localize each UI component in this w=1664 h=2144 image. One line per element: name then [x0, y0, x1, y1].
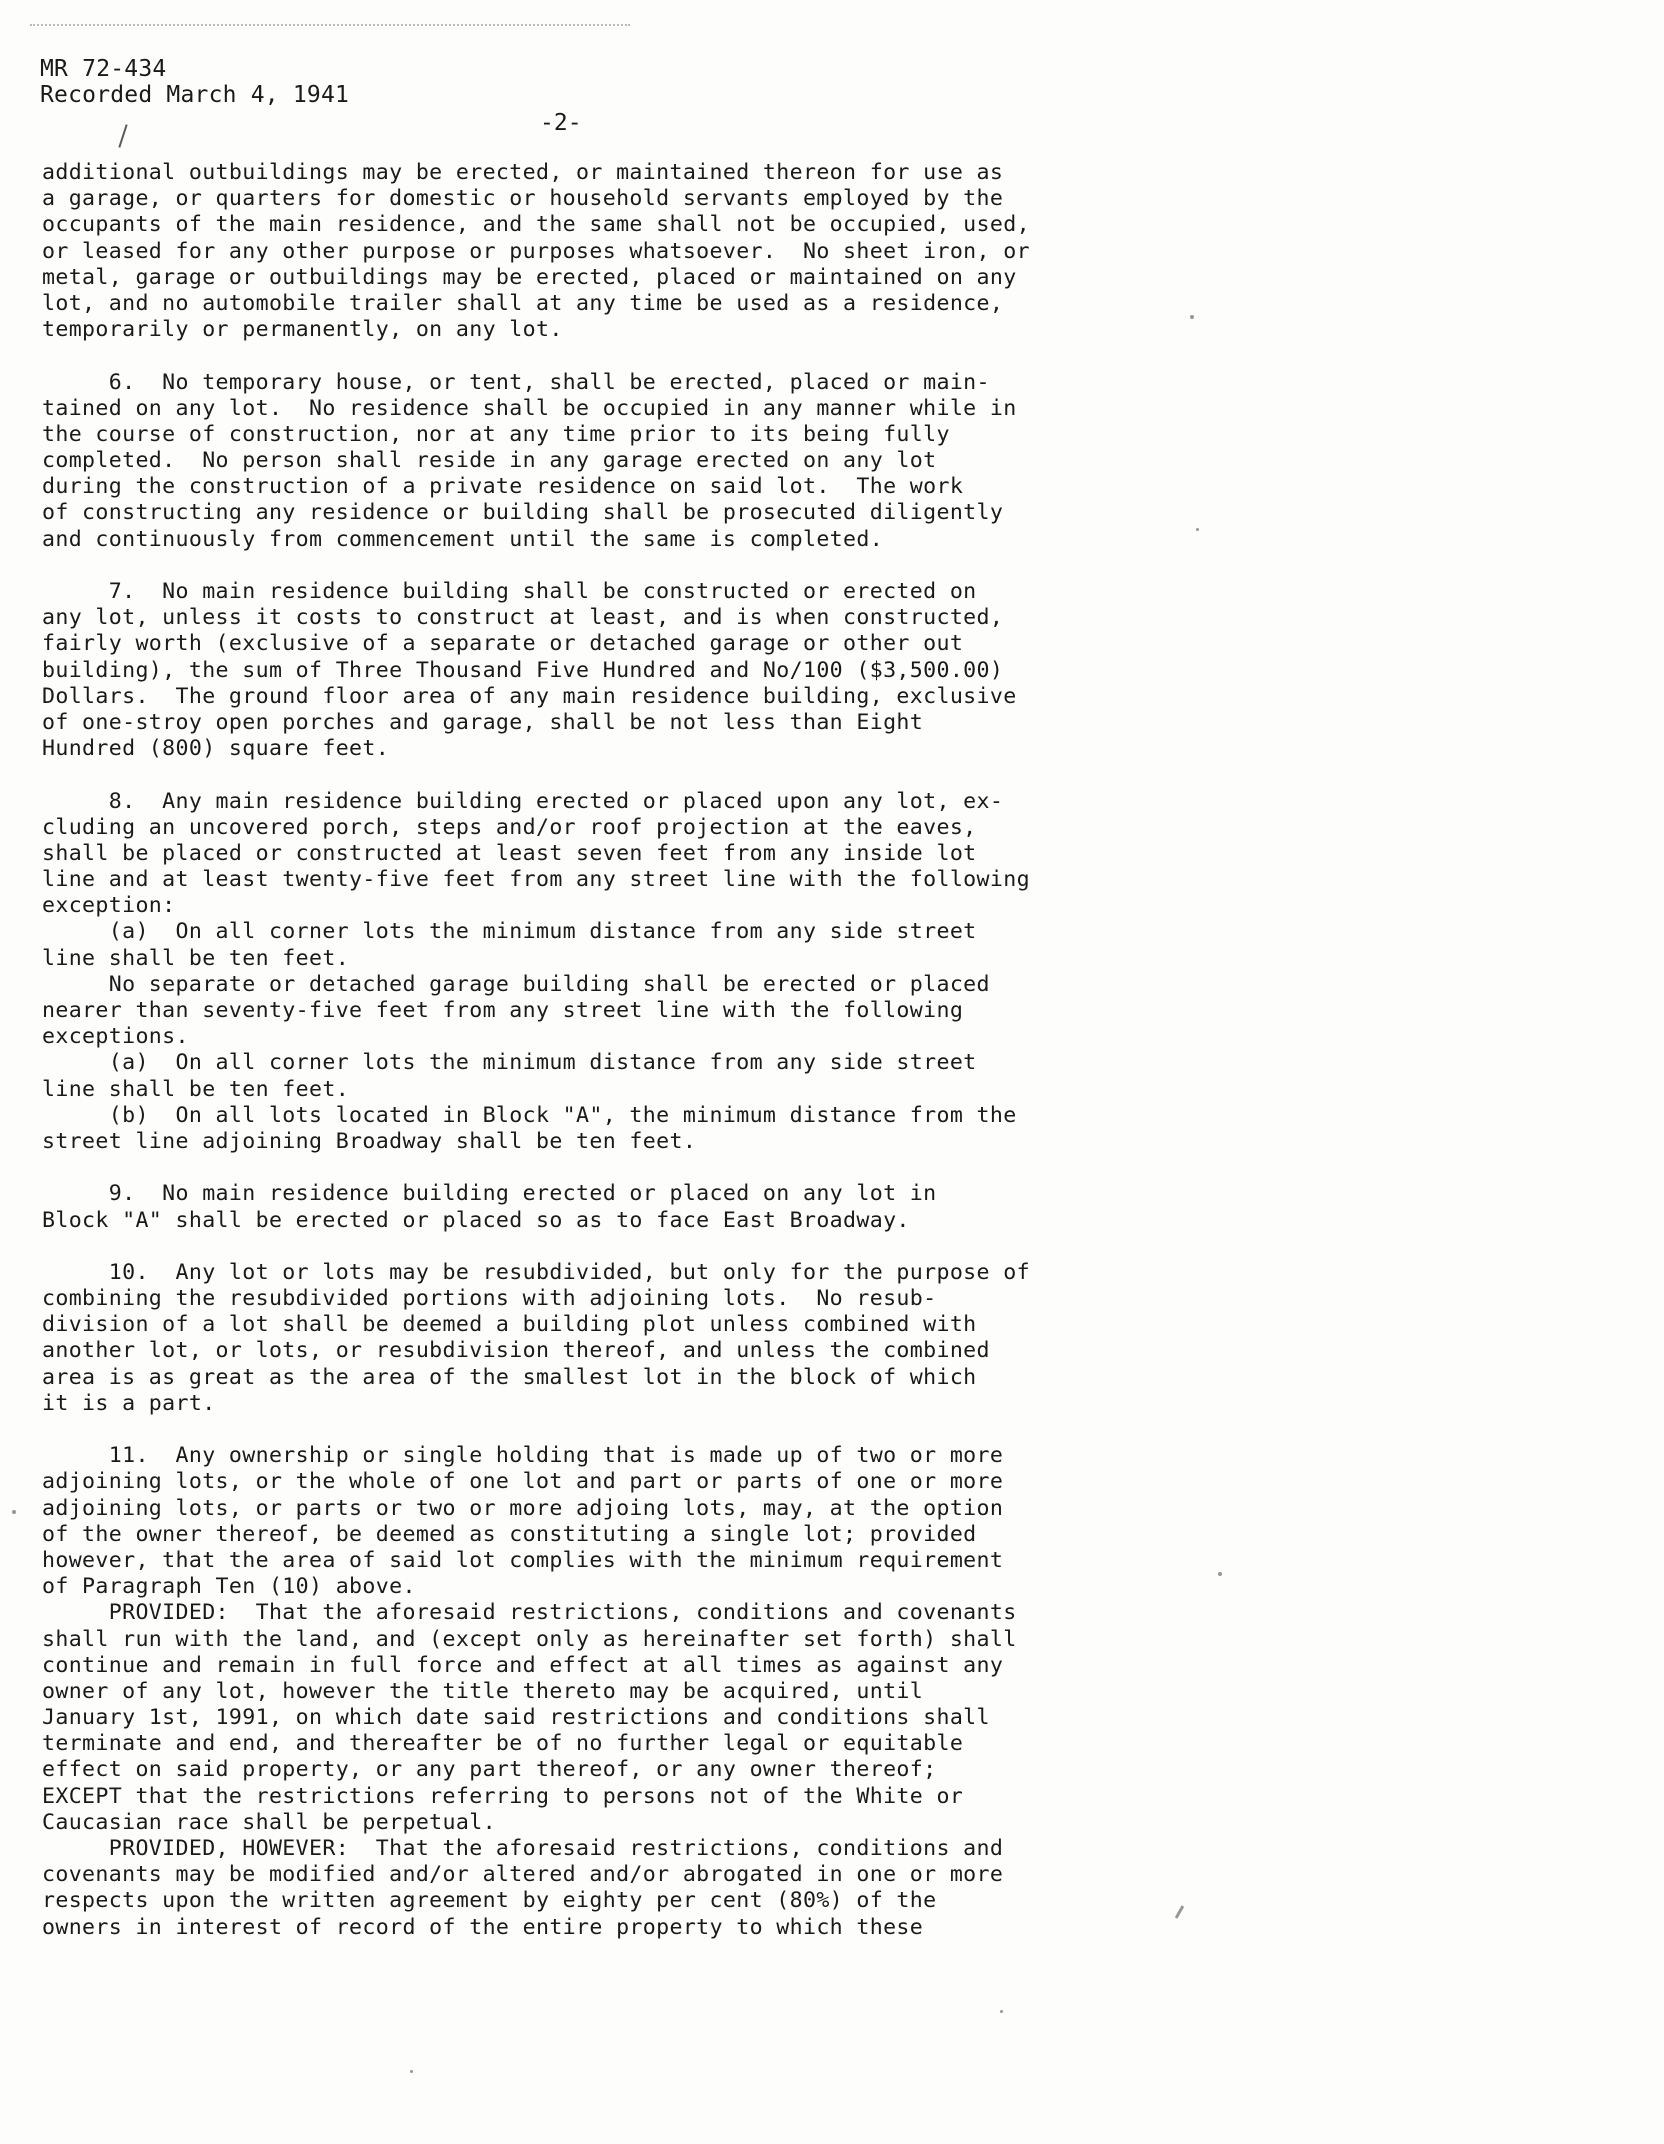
- scan-speck: [1196, 528, 1199, 531]
- text-line: completed. No person shall reside in any garage erected on any lot: [42, 448, 937, 474]
- text-line: (a) On all corner lots the minimum distance from any side street: [42, 1050, 977, 1076]
- text-line: combining the resubdivided portions with adjoining lots. No resub-: [42, 1286, 937, 1312]
- text-line: another lot, or lots, or resubdivision thereof, and unless the combined: [42, 1338, 990, 1364]
- text-line: line shall be ten feet.: [42, 945, 350, 971]
- text-line: Caucasian race shall be perpetual.: [42, 1809, 496, 1835]
- text-line: Dollars. The ground floor area of any main residence building, exclusive: [42, 683, 1017, 709]
- text-line: occupants of the main residence, and the same shall not be occupied, used,: [42, 212, 1030, 238]
- text-line: adjoining lots, or parts or two or more adjoing lots, may, at the option: [42, 1495, 1004, 1521]
- document-body: [42, 160, 1222, 1941]
- text-line: No separate or detached garage building shall be erected or placed: [42, 971, 990, 997]
- paragraph-gap: [42, 1234, 1222, 1260]
- margin-mark: [118, 124, 127, 147]
- text-line: exceptions.: [42, 1024, 189, 1050]
- text-line: fairly worth (exclusive of a separate or detached garage or other out: [42, 631, 964, 657]
- text-line: nearer than seventy-five feet from any street line with the following: [42, 998, 964, 1023]
- text-line: 9. No main residence building erected or placed on any lot in: [42, 1181, 937, 1207]
- paragraph-gap: [42, 1155, 1222, 1181]
- text-line: area is as great as the area of the smallest lot in the block of which: [42, 1364, 977, 1390]
- record-number: MR 72-434: [40, 56, 167, 82]
- text-line: any lot, unless it costs to construct at least, and is when constructed,: [42, 605, 1004, 631]
- text-line: owners in interest of record of the entire property to which these: [42, 1914, 924, 1940]
- text-line: adjoining lots, or the whole of one lot and part or parts of one or more: [42, 1469, 1004, 1495]
- text-line: it is a part.: [42, 1390, 216, 1416]
- scan-speck: [1190, 315, 1194, 319]
- text-line: 8. Any main residence building erected or placed upon any lot, ex-: [42, 788, 1004, 814]
- text-line: respects upon the written agreement by eighty per cent (80%) of the: [42, 1888, 937, 1914]
- text-line: building), the sum of Three Thousand Five Hundred and No/100 ($3,500.00): [42, 657, 1004, 683]
- text-line: shall be placed or constructed at least seven feet from any inside lot: [42, 840, 977, 866]
- text-line: effect on said property, or any part thereof, or any owner thereof;: [42, 1757, 937, 1783]
- recorded-date: Recorded March 4, 1941: [40, 82, 350, 108]
- text-line: lot, and no automobile trailer shall at any time be used as a residence,: [42, 290, 1004, 316]
- paragraph-gap: [42, 343, 1222, 369]
- text-line: of constructing any residence or building shall be prosecuted diligently: [42, 500, 1004, 526]
- text-line: line and at least twenty-five feet from any street line with the following: [42, 867, 1030, 893]
- text-line: additional outbuildings may be erected, or maintained thereon for use as: [42, 160, 1004, 185]
- text-line: 7. No main residence building shall be constructed or erected on: [42, 579, 977, 604]
- text-line: January 1st, 1991, on which date said restrictions and conditions shall: [42, 1705, 990, 1731]
- scan-speck: [1218, 1572, 1222, 1576]
- text-line: line shall be ten feet.: [42, 1076, 350, 1102]
- text-line: division of a lot shall be deemed a building plot unless combined with: [42, 1312, 977, 1338]
- text-line: (b) On all lots located in Block "A", the minimum distance from the: [42, 1102, 1017, 1128]
- text-line: terminate and end, and thereafter be of no further legal or equitable: [42, 1731, 964, 1757]
- page-number: -2-: [540, 110, 582, 136]
- text-line: during the construction of a private residence on said lot. The work: [42, 474, 964, 500]
- text-line: temporarily or permanently, on any lot.: [42, 317, 563, 343]
- scan-edge-artifact: [30, 24, 630, 32]
- text-line: of one-stroy open porches and garage, shall be not less than Eight: [42, 709, 924, 735]
- text-line: (a) On all corner lots the minimum distance from any side street: [42, 919, 977, 945]
- text-line: continue and remain in full force and effect at all times as against any: [42, 1652, 1004, 1678]
- text-line: cluding an uncovered porch, steps and/or roof projection at the eaves,: [42, 814, 977, 840]
- text-line: owner of any lot, however the title thereto may be acquired, until: [42, 1678, 924, 1704]
- text-line: PROVIDED: That the aforesaid restrictions, conditions and covenants: [42, 1600, 1017, 1626]
- text-line: exception:: [42, 893, 176, 919]
- text-line: Hundred (800) square feet.: [42, 736, 390, 762]
- text-line: 6. No temporary house, or tent, shall be erected, placed or main-: [42, 369, 990, 395]
- text-line: however, that the area of said lot complies with the minimum requirement: [42, 1547, 1004, 1573]
- text-line: street line adjoining Broadway shall be ten feet.: [42, 1128, 697, 1154]
- text-line: metal, garage or outbuildings may be erected, placed or maintained on any: [42, 264, 1017, 290]
- text-line: a garage, or quarters for domestic or household servants employed by the: [42, 186, 1004, 212]
- text-line: shall run with the land, and (except only as hereinafter set forth) shall: [42, 1626, 1017, 1652]
- text-line: 11. Any ownership or single holding that is made up of two or more: [42, 1443, 1004, 1469]
- text-line: of the owner thereof, be deemed as constituting a single lot; provided: [42, 1521, 977, 1547]
- scan-speck: [1000, 2010, 1003, 2013]
- text-line: 10. Any lot or lots may be resubdivided, but only for the purpose of: [42, 1259, 1030, 1285]
- text-line: covenants may be modified and/or altered and/or abrogated in one or more: [42, 1862, 1004, 1888]
- text-line: EXCEPT that the restrictions referring to persons not of the White or: [42, 1783, 964, 1809]
- text-line: Block "A" shall be erected or placed so as to face East Broadway.: [42, 1207, 910, 1233]
- text-line: and continuously from commencement until the same is completed.: [42, 526, 884, 552]
- text-line: PROVIDED, HOWEVER: That the aforesaid restrictions, conditions and: [42, 1836, 1004, 1861]
- paragraph-gap: [42, 762, 1222, 788]
- text-line: or leased for any other purpose or purposes whatsoever. No sheet iron, or: [42, 238, 1030, 264]
- text-line: the course of construction, nor at any time prior to its being fully: [42, 421, 950, 447]
- text-line: tained on any lot. No residence shall be occupied in any manner while in: [42, 395, 1017, 421]
- text-line: of Paragraph Ten (10) above.: [42, 1574, 416, 1600]
- paragraph-gap: [42, 1417, 1222, 1443]
- paragraph-gap: [42, 553, 1222, 579]
- scan-speck: [410, 2070, 413, 2073]
- scan-speck: [12, 1510, 16, 1514]
